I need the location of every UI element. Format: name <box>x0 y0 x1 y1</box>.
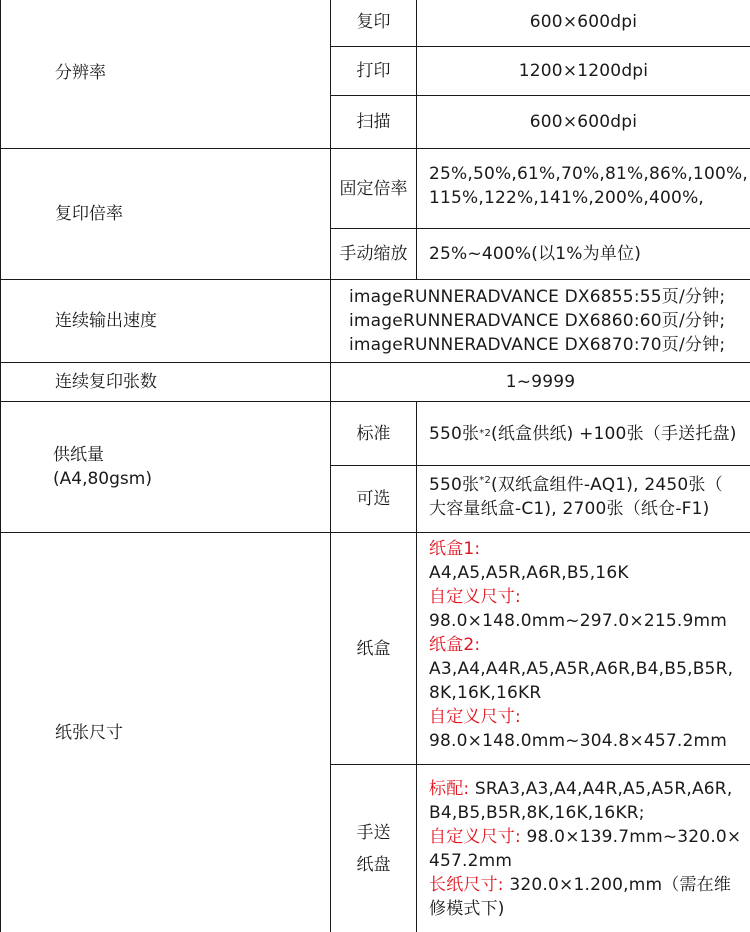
manual-standard-tag: 标配: <box>429 779 470 799</box>
resolution-copy-value-cell <box>416 0 750 46</box>
resolution-scan-value-cell <box>416 95 750 148</box>
resolution-print-value-cell <box>416 46 750 95</box>
capacity-name-line2: (A4,80gsm) <box>53 469 152 489</box>
capacity-optional-label-cell <box>330 465 416 532</box>
resolution-name-cell <box>0 0 330 148</box>
zoom-name-cell <box>0 148 330 279</box>
resolution-print-value: 1200×1200dpi <box>518 61 649 81</box>
resolution-print-label: 打印 <box>356 61 391 81</box>
manual-long-text: 320.0×1.200,mm（需在维 <box>503 875 732 895</box>
zoom-fixed-value-cell <box>416 148 750 228</box>
capacity-optional-pre: 550张 <box>429 475 480 495</box>
copies-value-cell <box>330 362 750 401</box>
speed-line-3: imageRUNNERADVANCE DX6870:70页/分钟; <box>349 335 726 355</box>
manual-custom-line2: 457.2mm <box>429 851 513 871</box>
zoom-fixed-line1: 25%,50%,61%,70%,81%,86%,100%, <box>429 164 748 184</box>
capacity-optional-value-cell <box>416 465 750 532</box>
zoom-manual-label: 手动缩放 <box>339 244 408 264</box>
cassette2-sizes-line1: A3,A4,A4R,A5,A5R,A6R,B4,B5,B5R, <box>429 659 734 679</box>
zoom-manual-value-cell <box>416 228 750 279</box>
speed-value-cell <box>330 279 750 362</box>
cassette2-sizes-line2: 8K,16K,16KR <box>429 683 542 703</box>
capacity-standard-value-cell: 550张 *2 (纸盒供纸) +100张（手送托盘) <box>416 401 750 465</box>
size-name-cell <box>0 532 330 932</box>
resolution-copy-value: 600×600dpi <box>529 11 638 32</box>
resolution-scan-value: 600×600dpi <box>529 112 638 132</box>
resolution-print-label-cell <box>330 46 416 95</box>
cassette2-heading: 纸盒2: <box>429 635 481 655</box>
size-cassette-value-cell <box>416 532 750 764</box>
speed-line-2: imageRUNNERADVANCE DX6860:60页/分钟; <box>349 311 726 331</box>
manual-standard-line2: B4,B5,B5R,8K,16K,16KR; <box>429 803 645 823</box>
manual-standard-text: SRA3,A3,A4,A4R,A5,A5R,A6R, <box>469 779 733 799</box>
capacity-name-cell <box>0 401 330 532</box>
cassette2-custom-heading: 自定义尺寸: <box>429 707 521 727</box>
cassette1-custom-heading: 自定义尺寸: <box>429 587 521 607</box>
manual-long-line2: 修模式下) <box>429 899 505 919</box>
size-manual-label-line1: 手送 <box>356 822 391 843</box>
cassette1-sizes: A4,A5,A5R,A6R,B5,16K <box>429 563 629 583</box>
copies-value: 1~9999 <box>505 372 576 392</box>
speed-name: 连续输出速度 <box>55 311 157 331</box>
size-cassette-label: 纸盒 <box>356 638 391 659</box>
capacity-standard-post: (纸盒供纸) +100张（手送托盘) <box>491 423 737 444</box>
manual-custom-text: 98.0×139.7mm~320.0× <box>520 827 742 847</box>
capacity-optional-label: 可选 <box>356 489 391 509</box>
size-manual-value-cell <box>416 764 750 932</box>
capacity-name-line1: 供纸量 <box>53 445 104 465</box>
capacity-optional-line2: 大容量纸盒-C1), 2700张（纸仓-F1) <box>429 499 710 519</box>
resolution-copy-label-cell <box>330 0 416 46</box>
copies-name-cell <box>0 362 330 401</box>
cassette2-custom-range: 98.0×148.0mm~304.8×457.2mm <box>429 731 728 751</box>
copies-name: 连续复印张数 <box>55 372 157 392</box>
manual-custom-tag: 自定义尺寸: <box>429 827 521 847</box>
manual-long-tag: 长纸尺寸: <box>429 875 504 895</box>
zoom-fixed-label: 固定倍率 <box>339 178 408 199</box>
cassette1-custom-range: 98.0×148.0mm~297.0×215.9mm <box>429 611 728 631</box>
zoom-name: 复印倍率 <box>55 204 123 224</box>
capacity-optional-post: (双纸盒组件-AQ1), 2450张（ <box>491 475 723 495</box>
speed-name-cell <box>0 279 330 362</box>
resolution-scan-label-cell <box>330 95 416 148</box>
capacity-standard-pre: 550张 <box>429 423 480 444</box>
size-manual-label-cell <box>330 764 416 932</box>
zoom-manual-label-cell <box>330 228 416 279</box>
zoom-fixed-label-cell <box>330 148 416 228</box>
size-name: 纸张尺寸 <box>55 722 123 743</box>
size-manual-label-line2: 纸盘 <box>356 854 391 875</box>
capacity-optional-footnote: *2 <box>479 475 492 486</box>
zoom-manual-value: 25%~400%(以1%为单位) <box>429 244 642 264</box>
capacity-standard-label-cell <box>330 401 416 465</box>
cassette1-heading: 纸盒1: <box>429 539 481 559</box>
capacity-standard-label: 标准 <box>356 423 391 444</box>
resolution-copy-label: 复印 <box>356 11 391 32</box>
zoom-fixed-line2: 115%,122%,141%,200%,400%, <box>429 188 705 208</box>
speed-line-1: imageRUNNERADVANCE DX6855:55页/分钟; <box>349 287 726 307</box>
resolution-scan-label: 扫描 <box>356 112 391 132</box>
size-cassette-label-cell <box>330 532 416 764</box>
resolution-name: 分辨率 <box>55 62 106 83</box>
